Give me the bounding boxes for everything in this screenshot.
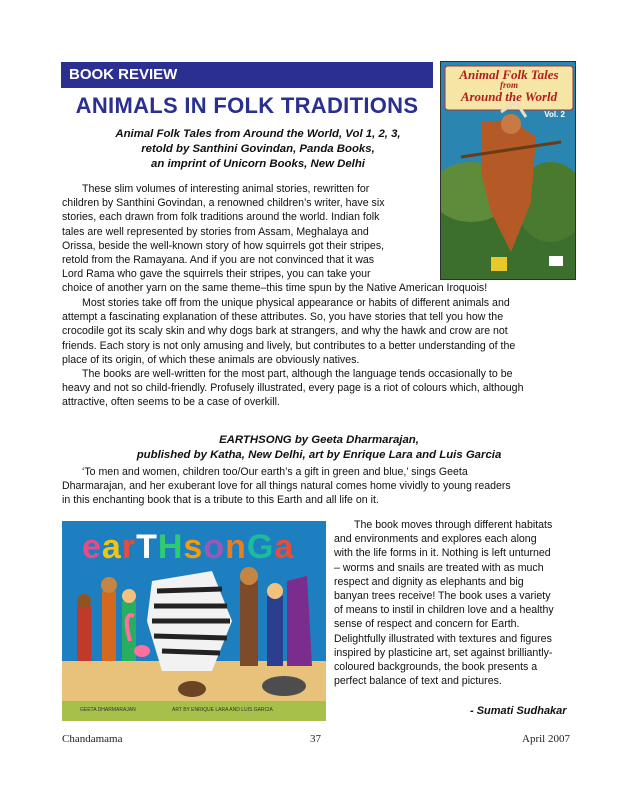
credit-line: published by Katha, New Delhi, art by Enrique Lara and Luis Garcia xyxy=(136,449,502,461)
reviewer-byline: - Sumati Sudhakar xyxy=(470,705,567,717)
cover-volume: Vol. 2 xyxy=(544,110,565,119)
text-line: Most stories take off from the unique physical appearance or habits of different animals and xyxy=(82,297,510,309)
cover-illustrators: ART BY ENRIQUE LARA AND LUIS GARCIA xyxy=(172,707,273,713)
text-line: friends. Each story is not only amusing and lively, but contributes to a better understanding of the xyxy=(62,339,516,352)
text-line: retold from the Ramayana. And if you are not convinced that it was xyxy=(62,254,375,267)
title-letter: s xyxy=(183,528,204,566)
book-cover-earthsong xyxy=(62,521,326,721)
text-line: banyan trees receive! The book uses a variety xyxy=(334,590,551,603)
cover-author: GEETA DHARMARAJAN xyxy=(80,707,136,713)
section-label: BOOK REVIEW xyxy=(61,62,433,88)
review1-paragraph2 xyxy=(62,296,576,367)
text-line: attractive, often seems to be a case of overkill. xyxy=(62,396,280,409)
footer-page-number: 37 xyxy=(310,733,321,745)
text-line: These slim volumes of interesting animal stories, rewritten for xyxy=(82,183,370,195)
text-line: inspired by plasticine art, set against brilliantly- xyxy=(334,646,553,659)
title-letter: r xyxy=(121,528,137,566)
text-line: respect and dignity as elephants and big xyxy=(334,575,524,588)
text-line: ‘To men and women, children too/Our earth’s a gift in green and blue,’ sings Geeta xyxy=(82,466,468,478)
text-line: of means to instil in children love and a healthy xyxy=(334,604,554,617)
page-title: ANIMALS IN FOLK TRADITIONS xyxy=(75,93,419,118)
cover-title-line2: from xyxy=(500,80,518,90)
text-line: children by Santhini Govindan, a renowned children’s writer, have six xyxy=(62,197,385,210)
text-line: and environments and explores each along xyxy=(334,533,537,546)
text-line: with the life forms in it. Nothing is left unturned xyxy=(334,547,551,560)
text-line: stories, each drawn from folk traditions around the world. Indian folk xyxy=(62,211,380,224)
text-line: Dharmarajan, and her exuberant love for all things natural comes home vividly to young readers xyxy=(62,480,511,493)
text-line: The books are well-written for the most part, although the language tends occasionally to be xyxy=(82,368,513,380)
title-letter: T xyxy=(136,528,158,566)
title-letter: e xyxy=(82,528,102,566)
cover-title-line1: Animal Folk Tales xyxy=(459,67,559,82)
title-letter: G xyxy=(246,528,275,566)
book-cover-animal-folk-tales xyxy=(440,61,576,280)
text-line: – worms and snails are treated with as much xyxy=(334,561,544,574)
credit-line: retold by Santhini Govindan, Panda Books, xyxy=(141,143,375,155)
credit-line: Animal Folk Tales from Around the World, Vol 1, 2, 3, xyxy=(115,128,401,140)
review2-credits xyxy=(62,433,576,463)
text-line: in this enchanting book that is a tribute to this Earth and all life on it. xyxy=(62,494,379,507)
credit-line: an imprint of Unicorn Books, New Delhi xyxy=(151,158,365,170)
text-line: The book moves through different habitats xyxy=(354,519,553,531)
footer-date: April 2007 xyxy=(522,733,570,745)
text-line: tales are well represented by stories from Assam, Meghalaya and xyxy=(62,225,369,238)
review2-paragraph1 xyxy=(62,465,576,508)
text-line: sense of respect and concern for Earth. xyxy=(334,618,520,631)
footer-publication: Chandamama xyxy=(62,733,123,745)
review1-paragraph1 xyxy=(62,182,488,296)
text-line: attempt a fascinating explanation of these attributes. So, you have stories that tell you how the xyxy=(62,311,504,324)
text-line: Delightfully illustrated with textures and figures xyxy=(334,632,552,645)
title-letter: n xyxy=(225,528,247,566)
credit-line: EARTHSONG by Geeta Dharmarajan, xyxy=(219,434,419,446)
title-letter: a xyxy=(101,528,122,566)
text-line: heavy and not so child-friendly. Profusely illustrated, every page is a riot of colours which, although xyxy=(62,382,524,395)
cover-title-line3: Around the World xyxy=(460,89,558,104)
title-letter: a xyxy=(274,528,295,566)
text-line: Orissa, beside the well-known story of how squirrels got their stripes, xyxy=(62,239,385,252)
review1-credits xyxy=(80,127,436,172)
title-letter: H xyxy=(157,528,184,566)
text-line: crocodile got its scaly skin and why dogs bark at strangers, and why the hawk and crow are not xyxy=(62,325,508,338)
review1-paragraph3 xyxy=(62,367,576,410)
text-line: coloured backgrounds, the book presents a xyxy=(334,661,538,674)
title-letter: o xyxy=(203,528,226,566)
text-line: perfect balance of text and pictures. xyxy=(334,675,502,688)
text-line: choice of another yarn on the same theme–this time spun by the Native American Iroquois! xyxy=(62,282,488,295)
text-line: place of its origin, of which these animals are obviously natives. xyxy=(62,353,360,366)
text-line: Lord Rama who gave the squirrels their stripes, you can take your xyxy=(62,268,371,281)
review2-paragraph2 xyxy=(334,518,576,688)
